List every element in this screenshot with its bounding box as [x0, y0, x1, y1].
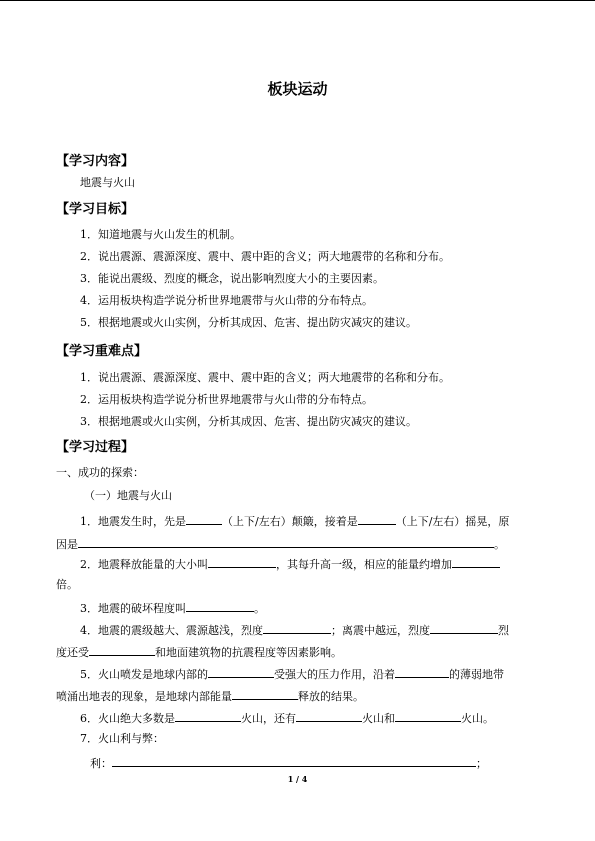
answer-blank[interactable] — [186, 513, 222, 525]
question-1-cont: 因是 。 — [56, 538, 505, 551]
question-1: 1．地震发生时，先是 （上下/左右）颠簸，接着是 （上下/左右）摇晃，原 — [80, 515, 510, 528]
question-6: 6．火山绝大多数是 火山，还有 火山和 火山。 — [80, 712, 494, 725]
answer-blank[interactable] — [358, 513, 396, 525]
page-number: 1 / 4 — [287, 774, 308, 784]
answer-blank[interactable] — [208, 666, 274, 678]
question-2-cont: 倍。 — [56, 578, 78, 591]
question-5-cont: 喷涌出地表的现象，是地球内部能量 释放的结果。 — [56, 690, 364, 703]
question-4: 4．地震的震级越大、震源越浅，烈度 ；离震中越远，烈度 烈 — [80, 624, 509, 637]
content-text: 地震与火山 — [80, 176, 135, 189]
key-point-item: 1．说出震源、震源深度、震中、震中距的含义；两大地震带的名称和分布。 — [80, 371, 450, 384]
page-title: 板块运动 — [267, 80, 328, 98]
question-7: 7．火山利与弊： — [80, 732, 164, 745]
part-heading: 一、成功的探索： — [56, 466, 144, 479]
goal-item: 4．运用板块构造学说分析世界地震带与火山带的分布特点。 — [80, 294, 373, 307]
question-3: 3．地震的破坏程度叫 。 — [80, 602, 265, 615]
answer-blank[interactable] — [208, 556, 276, 568]
answer-blank[interactable] — [89, 644, 155, 656]
key-point-item: 3．根据地震或火山实例，分析其成因、危害、提出防灾减灾的建议。 — [80, 415, 417, 428]
answer-blank[interactable] — [78, 536, 494, 548]
answer-blank[interactable] — [395, 710, 461, 722]
key-point-item: 2．运用板块构造学说分析世界地震带与火山带的分布特点。 — [80, 393, 373, 406]
answer-blank[interactable] — [112, 755, 476, 767]
goal-item: 3．能说出震级、烈度的概念，说出影响烈度大小的主要因素。 — [80, 272, 384, 285]
answer-blank[interactable] — [296, 710, 362, 722]
answer-blank[interactable] — [175, 710, 241, 722]
answer-blank[interactable] — [430, 622, 498, 634]
heading-goals: 【学习目标】 — [56, 202, 135, 217]
question-7-pro: 利： ； — [90, 757, 487, 770]
answer-blank[interactable] — [232, 688, 298, 700]
goal-item: 2．说出震源、震源深度、震中、震中距的含义；两大地震带的名称和分布。 — [80, 250, 450, 263]
question-2: 2．地震释放能量的大小叫 ，其每升高一级，相应的能量约增加 — [80, 556, 500, 572]
sub-heading: （一）地震与火山 — [84, 489, 172, 502]
question-4-cont: 度还受 和地面建筑物的抗震程度等因素影响。 — [56, 646, 342, 659]
top-rule — [0, 0, 595, 1]
answer-blank[interactable] — [452, 556, 500, 568]
answer-blank[interactable] — [186, 600, 254, 612]
question-5: 5．火山喷发是地球内部的 受强大的压力作用，沿着 的薄弱地带 — [80, 668, 504, 681]
heading-content: 【学习内容】 — [56, 154, 135, 169]
goal-item: 1．知道地震与火山发生的机制。 — [80, 228, 241, 241]
goal-item: 5．根据地震或火山实例，分析其成因、危害、提出防灾减灾的建议。 — [80, 316, 417, 329]
heading-process: 【学习过程】 — [56, 440, 135, 455]
heading-key-points: 【学习重难点】 — [56, 344, 148, 359]
answer-blank[interactable] — [263, 622, 331, 634]
answer-blank[interactable] — [395, 666, 449, 678]
